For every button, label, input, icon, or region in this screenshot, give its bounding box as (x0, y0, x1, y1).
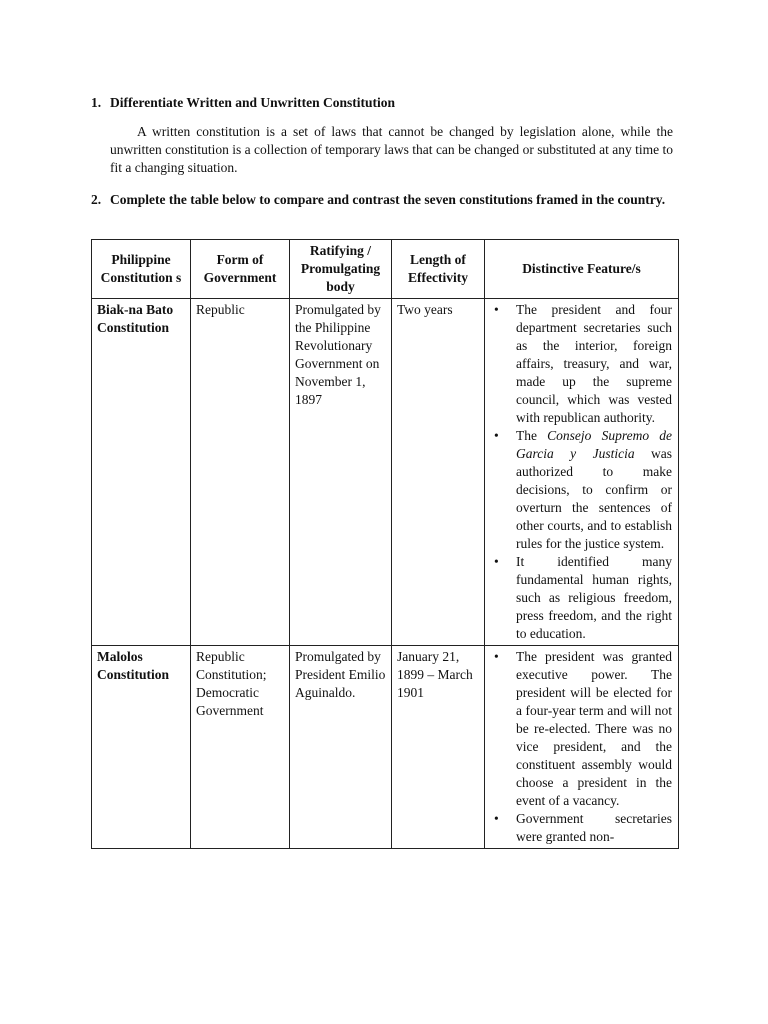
question-1-text: Differentiate Written and Unwritten Constitution (110, 95, 395, 110)
feature-italic-term: Consejo Supremo de Garcia y Justicia (516, 428, 672, 461)
question-1-answer: A written constitution is a set of laws that cannot be changed by legislation alone, while the unwritten constitution is a collection of temporary laws that can be changed or substituted at any time to fit a changing situation. (110, 124, 673, 175)
header-constitution: Philippine Constitution s (92, 240, 191, 299)
feature-item (488, 427, 672, 553)
header-distinctive-features: Distinctive Feature/s (485, 240, 679, 299)
cell-length-of-effectivity: January 21, 1899 – March 1901 (392, 646, 485, 849)
feature-item: • It identified many fundamental human rights, such as religious freedom, press freedom, and the right to education. (488, 553, 672, 643)
question-1-heading (91, 94, 691, 112)
feature-prefix: The (516, 428, 548, 443)
cell-form-of-government: Republic (191, 299, 290, 646)
question-2-number: 2. (91, 192, 102, 207)
feature-suffix: was authorized to make decisions, to confirm or overturn the sentences of other courts, and to establish rules for the justice system. (516, 446, 672, 551)
header-length-of-effectivity: Length of Effectivity (392, 240, 485, 299)
constitutions-table (91, 239, 679, 849)
feature-list (488, 301, 672, 643)
cell-length-of-effectivity: Two years (392, 299, 485, 646)
feature-item: • The president was granted executive power. The president will be elected for a four-year term and will not be re-elected. There was no vice president, and the constituent assembly would choose a president in the event of a vacancy. (488, 648, 672, 810)
cell-constitution-name: Malolos Constitution (92, 646, 191, 849)
header-form-of-government: Form of Government (191, 240, 290, 299)
cell-distinctive-features (485, 646, 679, 849)
cell-ratifying-body: Promulgated by the Philippine Revolutionary Government on November 1, 1897 (290, 299, 392, 646)
cell-ratifying-body: Promulgated by President Emilio Aguinaldo. (290, 646, 392, 849)
feature-item: • Government secretaries were granted non- (488, 810, 672, 846)
feature-item: • The president and four department secretaries such as the interior, foreign affairs, treasury, and war, made up the supreme council, which was vested with republican authority. (488, 301, 672, 427)
cell-constitution-name: Biak-na Bato Constitution (92, 299, 191, 646)
question-2-heading (91, 191, 681, 229)
table-row-malolos (92, 646, 679, 849)
feature-list (488, 648, 672, 846)
table-row-biak-na-bato (92, 299, 679, 646)
cell-form-of-government: Republic Constitution; Democratic Government (191, 646, 290, 849)
table-header-row (92, 240, 679, 299)
question-2-text: Complete the table below to compare and contrast the seven constitutions framed in the country. (110, 192, 666, 207)
cell-distinctive-features (485, 299, 679, 646)
header-ratifying-body: Ratifying / Promulgating body (290, 240, 392, 299)
question-1-number: 1. (91, 95, 102, 110)
